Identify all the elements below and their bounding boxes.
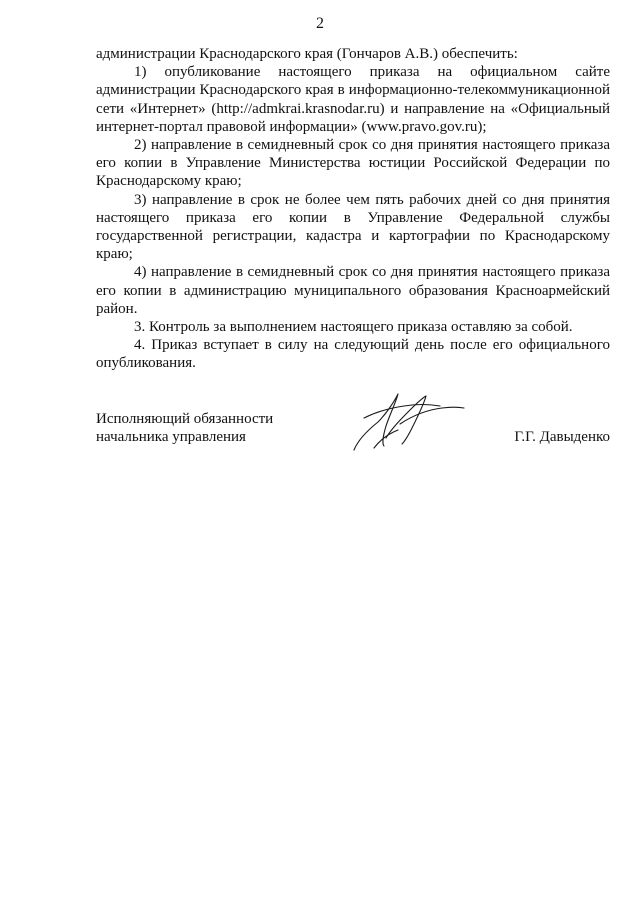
paragraph-item-3: 3) направление в срок не более чем пять рабочих дней со дня принятия настоящего приказа его копии в Управление Федеральной службы государственной регистрации, кадастра и картографии по Краснодарскому краю; — [96, 191, 610, 263]
paragraph-item-2: 2) направление в семидневный срок со дня принятия настоящего приказа его копии в Управление Министерства юстиции Российской Федерации по Краснодарскому краю; — [96, 137, 610, 190]
handwritten-signature — [346, 388, 466, 458]
document-body — [96, 45, 610, 373]
signatory-position-line-1: Исполняющий обязанности — [96, 411, 274, 427]
paragraph-item-1: 1) опубликование настоящего приказа на официальном сайте администрации Краснодарского края в информационно-телекоммуникационной сети «Интернет» (http://admkrai.krasnodar.ru) и направление на «Официальный интернет-портал правовой информации» (www.pravo.gov.ru); — [96, 64, 610, 135]
page-number: 2 — [316, 15, 324, 32]
paragraph-control: 3. Контроль за выполнением настоящего приказа оставляю за собой. — [134, 319, 573, 336]
signatory-position — [96, 410, 273, 446]
signature-block — [96, 410, 610, 470]
signatory-name: Г.Г. Давыденко — [514, 429, 610, 446]
paragraph-intro: администрации Краснодарского края (Гончаров А.В.) обеспечить: — [96, 46, 518, 62]
paragraph-item-4: 4) направление в семидневный срок со дня принятия настоящего приказа его копии в администрацию муниципального образования Красноармейский район. — [96, 264, 610, 317]
paragraph-effective: 4. Приказ вступает в силу на следующий день после его официального опубликования. — [96, 337, 610, 372]
signatory-position-line-2: начальника управления — [96, 429, 246, 446]
